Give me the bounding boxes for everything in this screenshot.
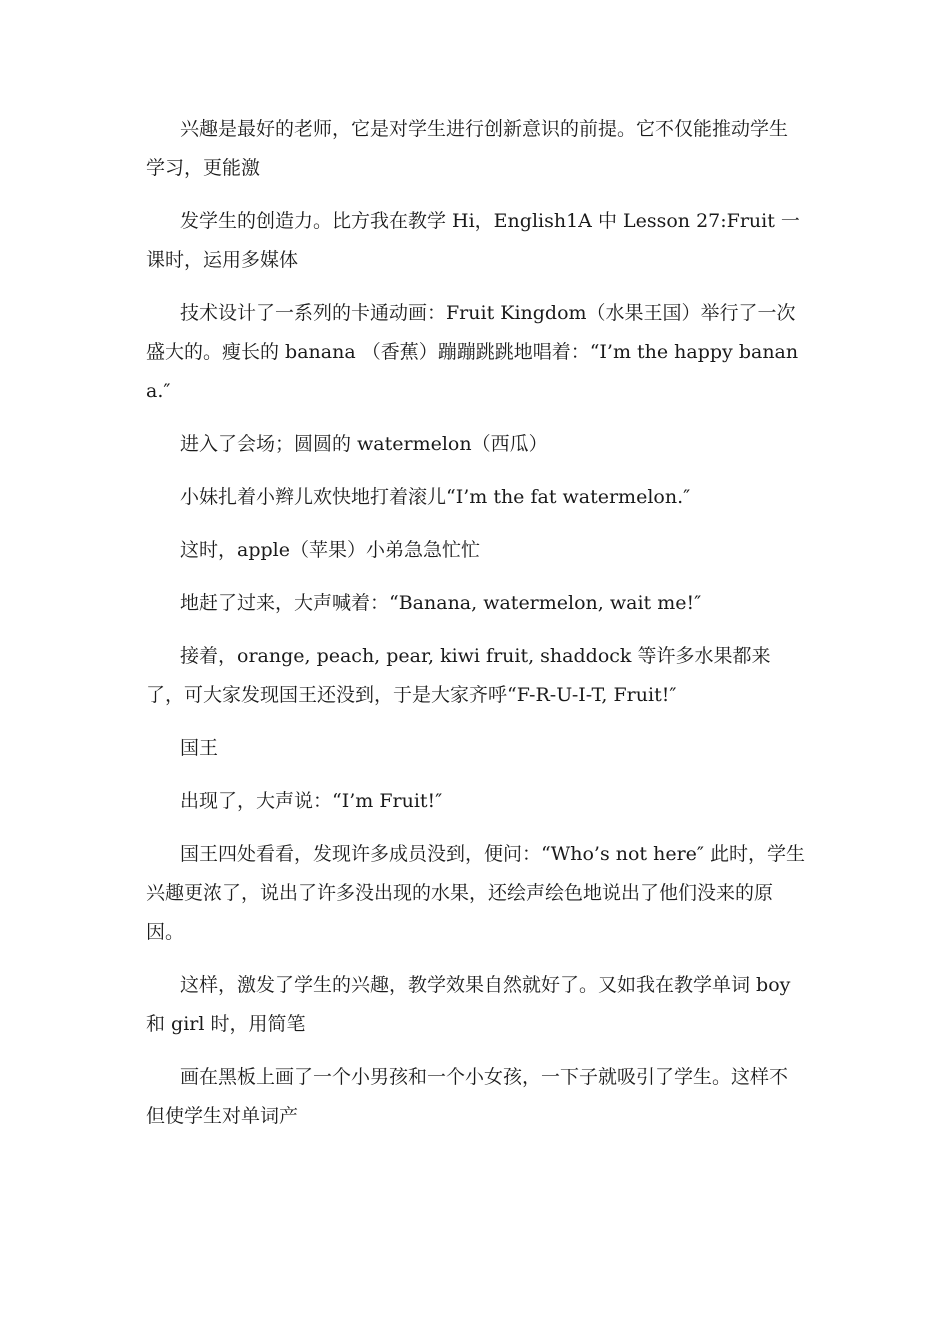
paragraph-2: 发学生的创造力。比方我在教学 Hi，English1A 中 Lesson 27:Fruit 一课时，运用多媒体: [146, 210, 800, 271]
paragraph-8: 接着，orange, peach, pear, kiwi fruit, shaddock 等许多水果都来了，可大家发现国王还没到，于是大家齐呼“F-R-U-I-T, Fruit!″: [146, 645, 771, 706]
body-text: [146, 110, 806, 1150]
paragraph-3: 技术设计了一系列的卡通动画：Fruit Kingdom（水果王国）举行了一次盛大的。瘦长的 banana （香蕉）蹦蹦跳跳地唱着：“I’m the happy banana.″: [146, 302, 799, 402]
paragraph-12: 这样，激发了学生的兴趣，教学效果自然就好了。又如我在教学单词 boy 和 girl 时，用简笔: [146, 974, 791, 1035]
paragraph-5: 小妹扎着小辫儿欢快地打着滚儿“I’m the fat watermelon.″: [180, 486, 691, 508]
paragraph-10: 出现了，大声说：“I’m Fruit!″: [180, 790, 443, 812]
paragraph-6: 这时，apple（苹果）小弟急急忙忙: [180, 539, 480, 561]
paragraph-1: 兴趣是最好的老师，它是对学生进行创新意识的前提。它不仅能推动学生学习，更能激: [146, 118, 789, 179]
paragraph-4: 进入了会场；圆圆的 watermelon（西瓜）: [180, 433, 548, 455]
paragraph-9: 国王: [180, 737, 219, 759]
paragraph-11: 国王四处看看，发现许多成员没到，便问：“Who’s not here″ 此时，学生兴趣更浓了，说出了许多没出现的水果，还绘声绘色地说出了他们没来的原因。: [146, 843, 806, 943]
paragraph-13: 画在黑板上画了一个小男孩和一个小女孩，一下子就吸引了学生。这样不但使学生对单词产: [146, 1066, 789, 1127]
paragraph-7: 地赶了过来，大声喊着：“Banana, watermelon, wait me!″: [180, 592, 702, 614]
